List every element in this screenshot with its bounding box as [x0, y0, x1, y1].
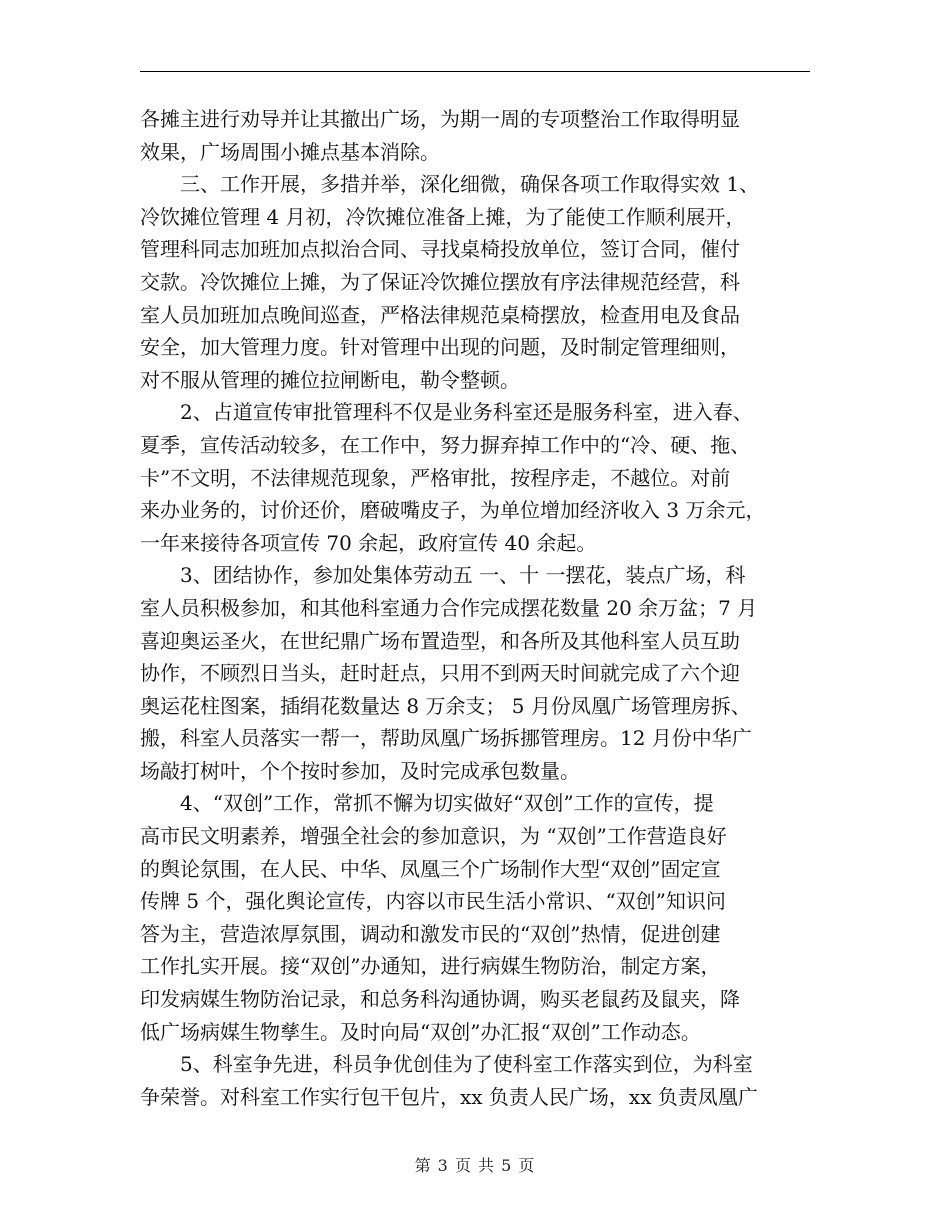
text-line: 来办业务的，讨价还价，磨破嘴皮子，为单位增加经济收入 3 万余元， — [140, 498, 766, 523]
text-line: 三、工作开展，多措并举，深化细微，确保各项工作取得实效 1、 — [140, 172, 760, 197]
text-line: 高市民文明素养，增强全社会的参加意识，为 “双创”工作营造良好 — [140, 824, 727, 849]
text-line: 5、科室争先进，科员争优创佳为了使科室工作落实到位，为科室 — [140, 1052, 753, 1077]
text-line: 奥运花柱图案，插绢花数量达 8 万余支； 5 月份凤凰广场管理房拆、 — [140, 693, 751, 718]
text-line: 效果，广场周围小摊点基本消除。 — [140, 139, 440, 164]
text-line: 争荣誉。对科室工作实行包干包片，xx 负责人民广场，xx 负责凤凰广 — [140, 1084, 758, 1109]
header-rule — [140, 71, 810, 72]
text-line: 室人员积极参加，和其他科室通力合作完成摆花数量 20 余万盆；7 月 — [140, 595, 758, 620]
text-line: 3、团结协作，参加处集体劳动五 一、十 一摆花，装点广场，科 — [140, 563, 746, 588]
text-line: 管理科同志加班加点拟治合同、寻找桌椅投放单位，签订合同，催付 — [140, 237, 740, 262]
body-text — [140, 103, 815, 1113]
page-number-footer: 第 3 页 共 5 页 — [414, 1156, 536, 1175]
text-line: 低广场病媒生物孳生。及时向局“双创”办汇报“双创”工作动态。 — [140, 1019, 701, 1044]
text-line: 搬，科室人员落实一帮一，帮助凤凰广场拆挪管理房。12 月份中华广 — [140, 726, 752, 751]
text-line: 交款。冷饮摊位上摊，为了保证冷饮摊位摆放有序法律规范经营，科 — [140, 269, 740, 294]
text-line: 工作扎实开展。接“双创”办通知，进行病媒生物防治，制定方案， — [140, 954, 721, 979]
text-line: 协作，不顾烈日当头，赶时赶点，只用不到两天时间就完成了六个迎 — [140, 661, 740, 686]
text-line: 场敲打树叶，个个按时参加，及时完成承包数量。 — [140, 758, 580, 783]
text-line: 冷饮摊位管理 4 月初，冷饮摊位准备上摊，为了能使工作顺利展开， — [140, 204, 746, 229]
text-line: 的舆论氛围，在人民、中华、凤凰三个广场制作大型“双创”固定宣 — [140, 856, 721, 881]
text-line: 2、占道宣传审批管理科不仅是业务科室还是服务科室，进入春、 — [140, 400, 753, 425]
text-line: 印发病媒生物防治记录，和总务科沟通协调，购买老鼠药及鼠夹，降 — [140, 987, 740, 1012]
text-line: 喜迎奥运圣火，在世纪鼎广场布置造型，和各所及其他科室人员互助 — [140, 628, 740, 653]
text-line: 室人员加班加点晚间巡查，严格法律规范桌椅摆放，检查用电及食品 — [140, 302, 740, 327]
text-line: 各摊主进行劝导并让其撤出广场，为期一周的专项整治工作取得明显 — [140, 107, 740, 131]
text-line: 安全，加大管理力度。针对管理中出现的问题，及时制定管理细则， — [140, 335, 740, 360]
text-line: 4、“双创”工作，常抓不懈为切实做好“双创”工作的宣传，提 — [140, 791, 714, 816]
text-line: 卡”不文明，不法律规范现象，严格审批，按程序走，不越位。对前 — [140, 465, 731, 490]
text-line: 传牌 5 个，强化舆论宣传，内容以市民生活小常识、“双创”知识问 — [140, 889, 726, 914]
text-line: 对不服从管理的摊位拉闸断电，勒令整顿。 — [140, 367, 520, 392]
text-line: 夏季，宣传活动较多，在工作中，努力摒弃掉工作中的“冷、硬、拖、 — [140, 432, 751, 457]
text-line: 答为主，营造浓厚氛围，调动和激发市民的“双创”热情，促进创建 — [140, 921, 721, 946]
text-line: 一年来接待各项宣传 70 余起，政府宣传 40 余起。 — [140, 530, 597, 555]
